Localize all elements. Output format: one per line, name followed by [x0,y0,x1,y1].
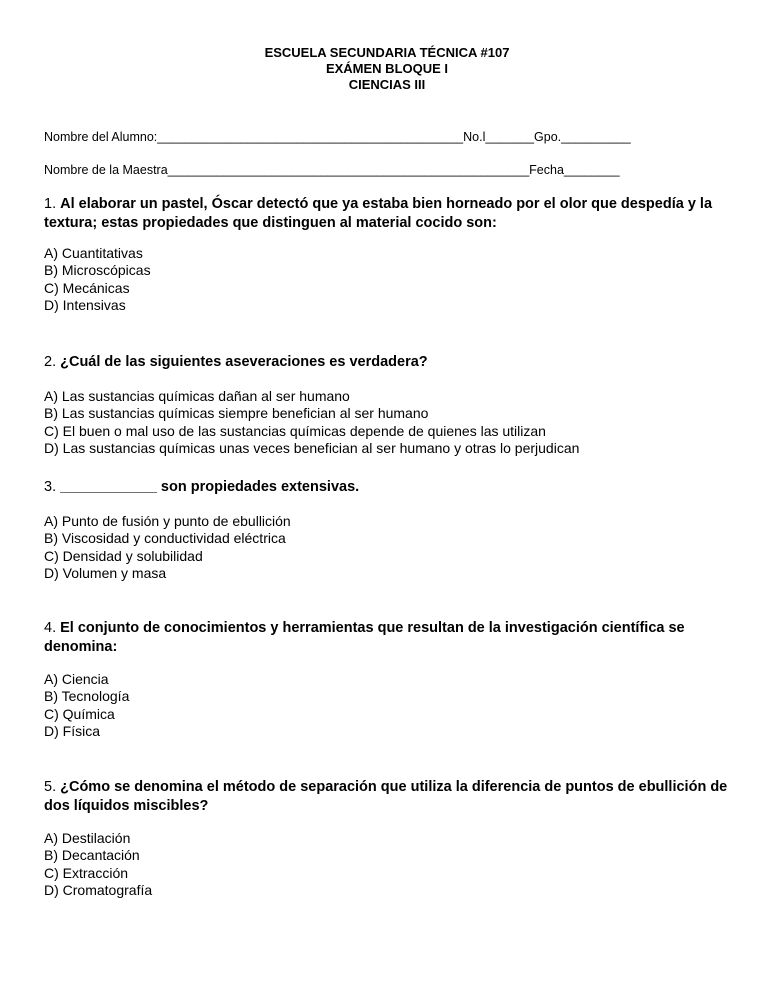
exam-header [0,45,768,93]
question-text: ____________ son propiedades extensivas. [60,479,360,495]
option-b: B) Microscópicas [44,262,151,279]
option-b: B) Las sustancias químicas siempre benefician al ser humano [44,405,429,422]
option-d: D) Cromatografía [44,881,153,898]
question-text: Al elaborar un pastel, Óscar detectó que ya estaba bien horneado por el olor que despedía y la textura; estas propiedades que distinguen al material cocido son: [44,196,713,231]
question-1 [44,195,734,233]
option-a: A) Cuantitativas [44,245,143,261]
question-5 [44,778,734,816]
school-name: ESCUELA SECUNDARIA TÉCNICA #107 [264,45,510,60]
option-a: A) Punto de fusión y punto de ebullición [44,513,291,529]
question-2 [44,353,734,372]
exam-title: EXÁMEN BLOQUE I [325,61,449,76]
option-c: C) Extracción [44,864,129,881]
question-number: 4. [44,620,57,636]
question-text: ¿Cómo se denomina el método de separación que utiliza la diferencia de puntos de ebullición de dos líquidos miscibles? [44,779,728,814]
question-3 [44,478,734,497]
question-number: 3. [44,479,57,495]
question-1-options [44,245,734,314]
question-5-options [44,830,734,899]
question-2-options [44,388,734,457]
question-number: 2. [44,354,57,370]
option-c: C) Química [44,705,115,722]
question-3-options [44,513,734,582]
question-4-options [44,671,734,740]
option-b: B) Viscosidad y conductividad eléctrica [44,530,286,547]
option-b: B) Tecnología [44,688,130,705]
option-d: D) Intensivas [44,296,126,313]
option-b: B) Decantación [44,847,140,864]
option-c: C) Mecánicas [44,279,130,296]
option-c: C) El buen o mal uso de las sustancias químicas depende de quienes las utilizan [44,422,546,439]
option-d: D) Volumen y masa [44,564,167,581]
option-c: C) Densidad y solubilidad [44,547,203,564]
teacher-name-field: Nombre de la Maestra____________________________________________________Fecha________ [44,163,620,177]
question-number: 5. [44,779,57,795]
option-d: D) Física [44,722,100,739]
student-name-field: Nombre del Alumno:____________________________________________No.l_______Gpo.__________ [44,130,631,144]
question-text: El conjunto de conocimientos y herramientas que resultan de la investigación científica se denomina: [44,620,685,655]
option-d: D) Las sustancias químicas unas veces benefician al ser humano y otras lo perjudican [44,439,580,456]
question-4 [44,619,734,657]
option-a: A) Ciencia [44,671,109,687]
option-a: A) Las sustancias químicas dañan al ser humano [44,388,350,404]
subject-name: CIENCIAS III [348,77,426,92]
question-text: ¿Cuál de las siguientes aseveraciones es verdadera? [60,354,428,370]
question-number: 1. [44,196,57,212]
option-a: A) Destilación [44,830,131,846]
